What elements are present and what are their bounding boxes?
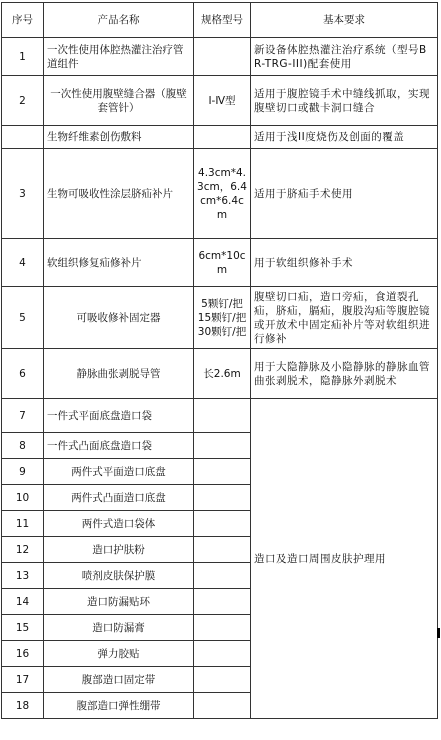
header-no: 序号 [2,3,44,38]
row-spec [194,485,251,511]
row-name: 造口护肤粉 [44,537,194,563]
row-spec: 5颗钉/把 15颗钉/把 30颗钉/把 [194,287,251,349]
row-no: 9 [2,459,44,485]
row-req: 适用于浅II度烧伤及创面的覆盖 [251,126,438,149]
row-name: 喷剂皮肤保护膜 [44,563,194,589]
header-spec: 规格型号 [194,3,251,38]
row-no: 13 [2,563,44,589]
row-name: 两件式造口袋体 [44,511,194,537]
row-spec [194,399,251,433]
edge-marker [437,628,440,638]
row-req: 腹壁切口疝，造口旁疝，食道裂孔疝，脐疝，膈疝，腹股沟疝等腹腔镜或开放术中固定疝补片等对软组织进行修补 [251,287,438,349]
row-spec [194,641,251,667]
row-no: 6 [2,349,44,399]
row-name: 两件式平面造口底盘 [44,459,194,485]
table-row [2,239,438,287]
row-spec [194,693,251,719]
row-req: 用于大隐静脉及小隐静脉的静脉血管曲张剥脱术，隐静脉外剥脱术 [251,349,438,399]
row-name: 两件式凸面造口底盘 [44,485,194,511]
row-spec [194,589,251,615]
row-spec: 长2.6m [194,349,251,399]
row-name: 一次性使用体腔热灌注治疗管道组件 [44,38,194,76]
row-no: 11 [2,511,44,537]
table-row [2,76,438,126]
table-row [2,149,438,239]
row-req: 用于软组织修补手术 [251,239,438,287]
row-no: 16 [2,641,44,667]
header-req: 基本要求 [251,3,438,38]
row-name: 弹力胶贴 [44,641,194,667]
table-row [2,126,438,149]
row-no: 4 [2,239,44,287]
row-no: 12 [2,537,44,563]
table-row [2,349,438,399]
row-req: 适用于脐疝手术使用 [251,149,438,239]
header-name: 产品名称 [44,3,194,38]
row-no: 14 [2,589,44,615]
row-req: 适用于腹腔镜手术中缝线抓取，实现腹壁切口或戳卡洞口缝合 [251,76,438,126]
row-spec [194,563,251,589]
row-no: 15 [2,615,44,641]
row-name: 造口防漏膏 [44,615,194,641]
row-name: 腹部造口固定带 [44,667,194,693]
row-spec: 6cm*10cm [194,239,251,287]
row-name: 静脉曲张剥脱导管 [44,349,194,399]
row-name: 软组织修复疝修补片 [44,239,194,287]
row-spec: 4.3cm*4.3cm，6.4cm*6.4cm [194,149,251,239]
row-spec [194,511,251,537]
row-no: 10 [2,485,44,511]
row-no: 7 [2,399,44,433]
row-name: 腹部造口弹性绷带 [44,693,194,719]
row-spec [194,126,251,149]
table-row [2,38,438,76]
row-no: 2 [2,76,44,126]
row-no [2,126,44,149]
row-spec: Ⅰ-Ⅳ型 [194,76,251,126]
row-spec [194,537,251,563]
product-spec-table [1,2,438,719]
merged-req-cell: 造口及造口周围皮肤护理用 [251,399,438,719]
row-spec [194,38,251,76]
table-row [2,287,438,349]
row-name: 一次性使用腹壁缝合器（腹壁套管针） [44,76,194,126]
row-no: 3 [2,149,44,239]
row-no: 5 [2,287,44,349]
row-name: 生物纤维素创伤敷料 [44,126,194,149]
row-spec [194,433,251,459]
row-no: 18 [2,693,44,719]
row-name: 一件式凸面底盘造口袋 [44,433,194,459]
row-name: 生物可吸收性涂层脐疝补片 [44,149,194,239]
row-no: 17 [2,667,44,693]
row-no: 8 [2,433,44,459]
row-name: 一件式平面底盘造口袋 [44,399,194,433]
row-spec [194,615,251,641]
row-spec [194,667,251,693]
row-req: 新设备体腔热灌注治疗系统（型号BR-TRG-III)配套使用 [251,38,438,76]
row-spec [194,459,251,485]
row-no: 1 [2,38,44,76]
table-row [2,399,438,433]
row-name: 造口防漏贴环 [44,589,194,615]
row-name: 可吸收修补固定器 [44,287,194,349]
header-row [2,3,438,38]
